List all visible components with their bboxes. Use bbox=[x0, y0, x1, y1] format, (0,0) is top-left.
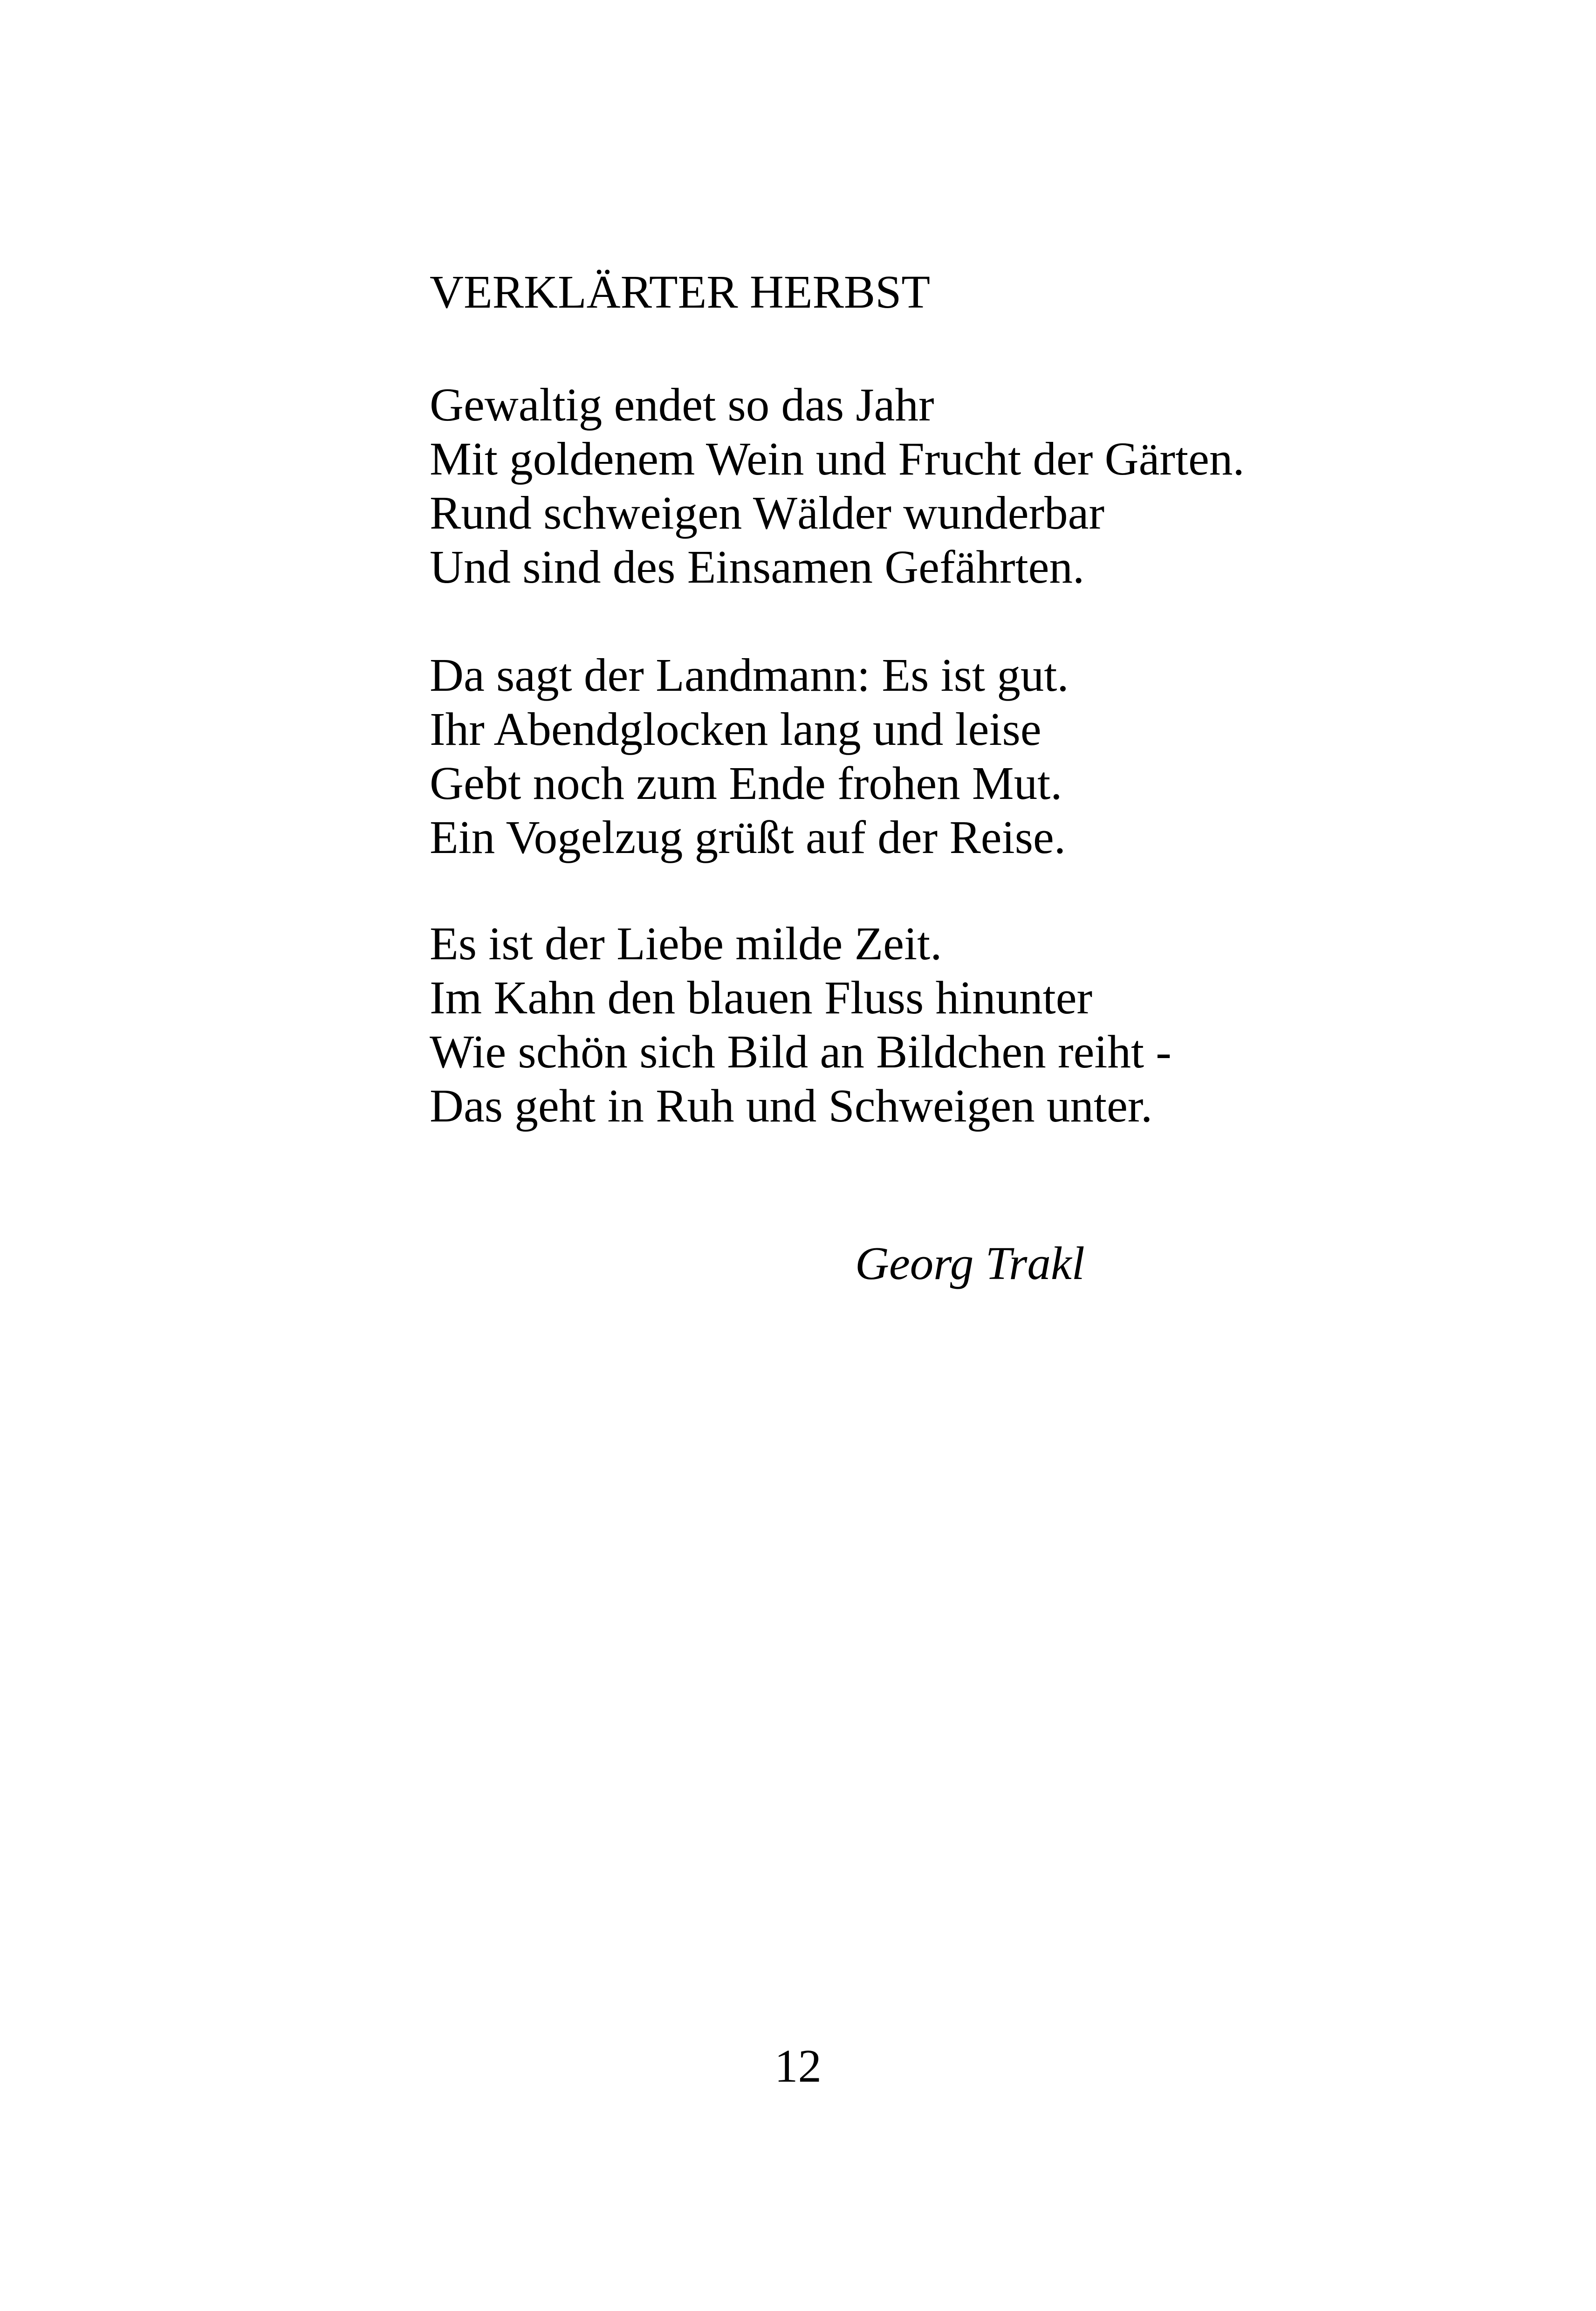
verse-line: Im Kahn den blauen Fluss hinunter bbox=[430, 971, 1093, 1024]
verse-line: Da sagt der Landmann: Es ist gut. bbox=[430, 649, 1069, 701]
verse-line: Das geht in Ruh und Schweigen unter. bbox=[430, 1080, 1153, 1132]
verse-line: Es ist der Liebe milde Zeit. bbox=[430, 917, 942, 970]
verse-line: Und sind des Einsamen Gefährten. bbox=[430, 541, 1085, 593]
poem-author: Georg Trakl bbox=[855, 1237, 1085, 1289]
poem-title: VERKLÄRTER HERBST bbox=[430, 266, 931, 318]
page-number: 12 bbox=[774, 2040, 822, 2092]
verse-line: Gebt noch zum Ende frohen Mut. bbox=[430, 757, 1062, 809]
stanza-3 bbox=[430, 916, 1171, 1133]
stanza-2 bbox=[430, 648, 1069, 864]
verse-line: Ein Vogelzug grüßt auf der Reise. bbox=[430, 811, 1066, 863]
verse-line: Gewaltig endet so das Jahr bbox=[430, 378, 934, 431]
verse-line: Mit goldenem Wein und Frucht der Gärten. bbox=[430, 433, 1245, 485]
verse-line: Wie schön sich Bild an Bildchen reiht - bbox=[430, 1025, 1171, 1078]
verse-line: Ihr Abendglocken lang und leise bbox=[430, 703, 1041, 755]
verse-line: Rund schweigen Wälder wunderbar bbox=[430, 487, 1105, 539]
stanza-1 bbox=[430, 378, 1245, 594]
